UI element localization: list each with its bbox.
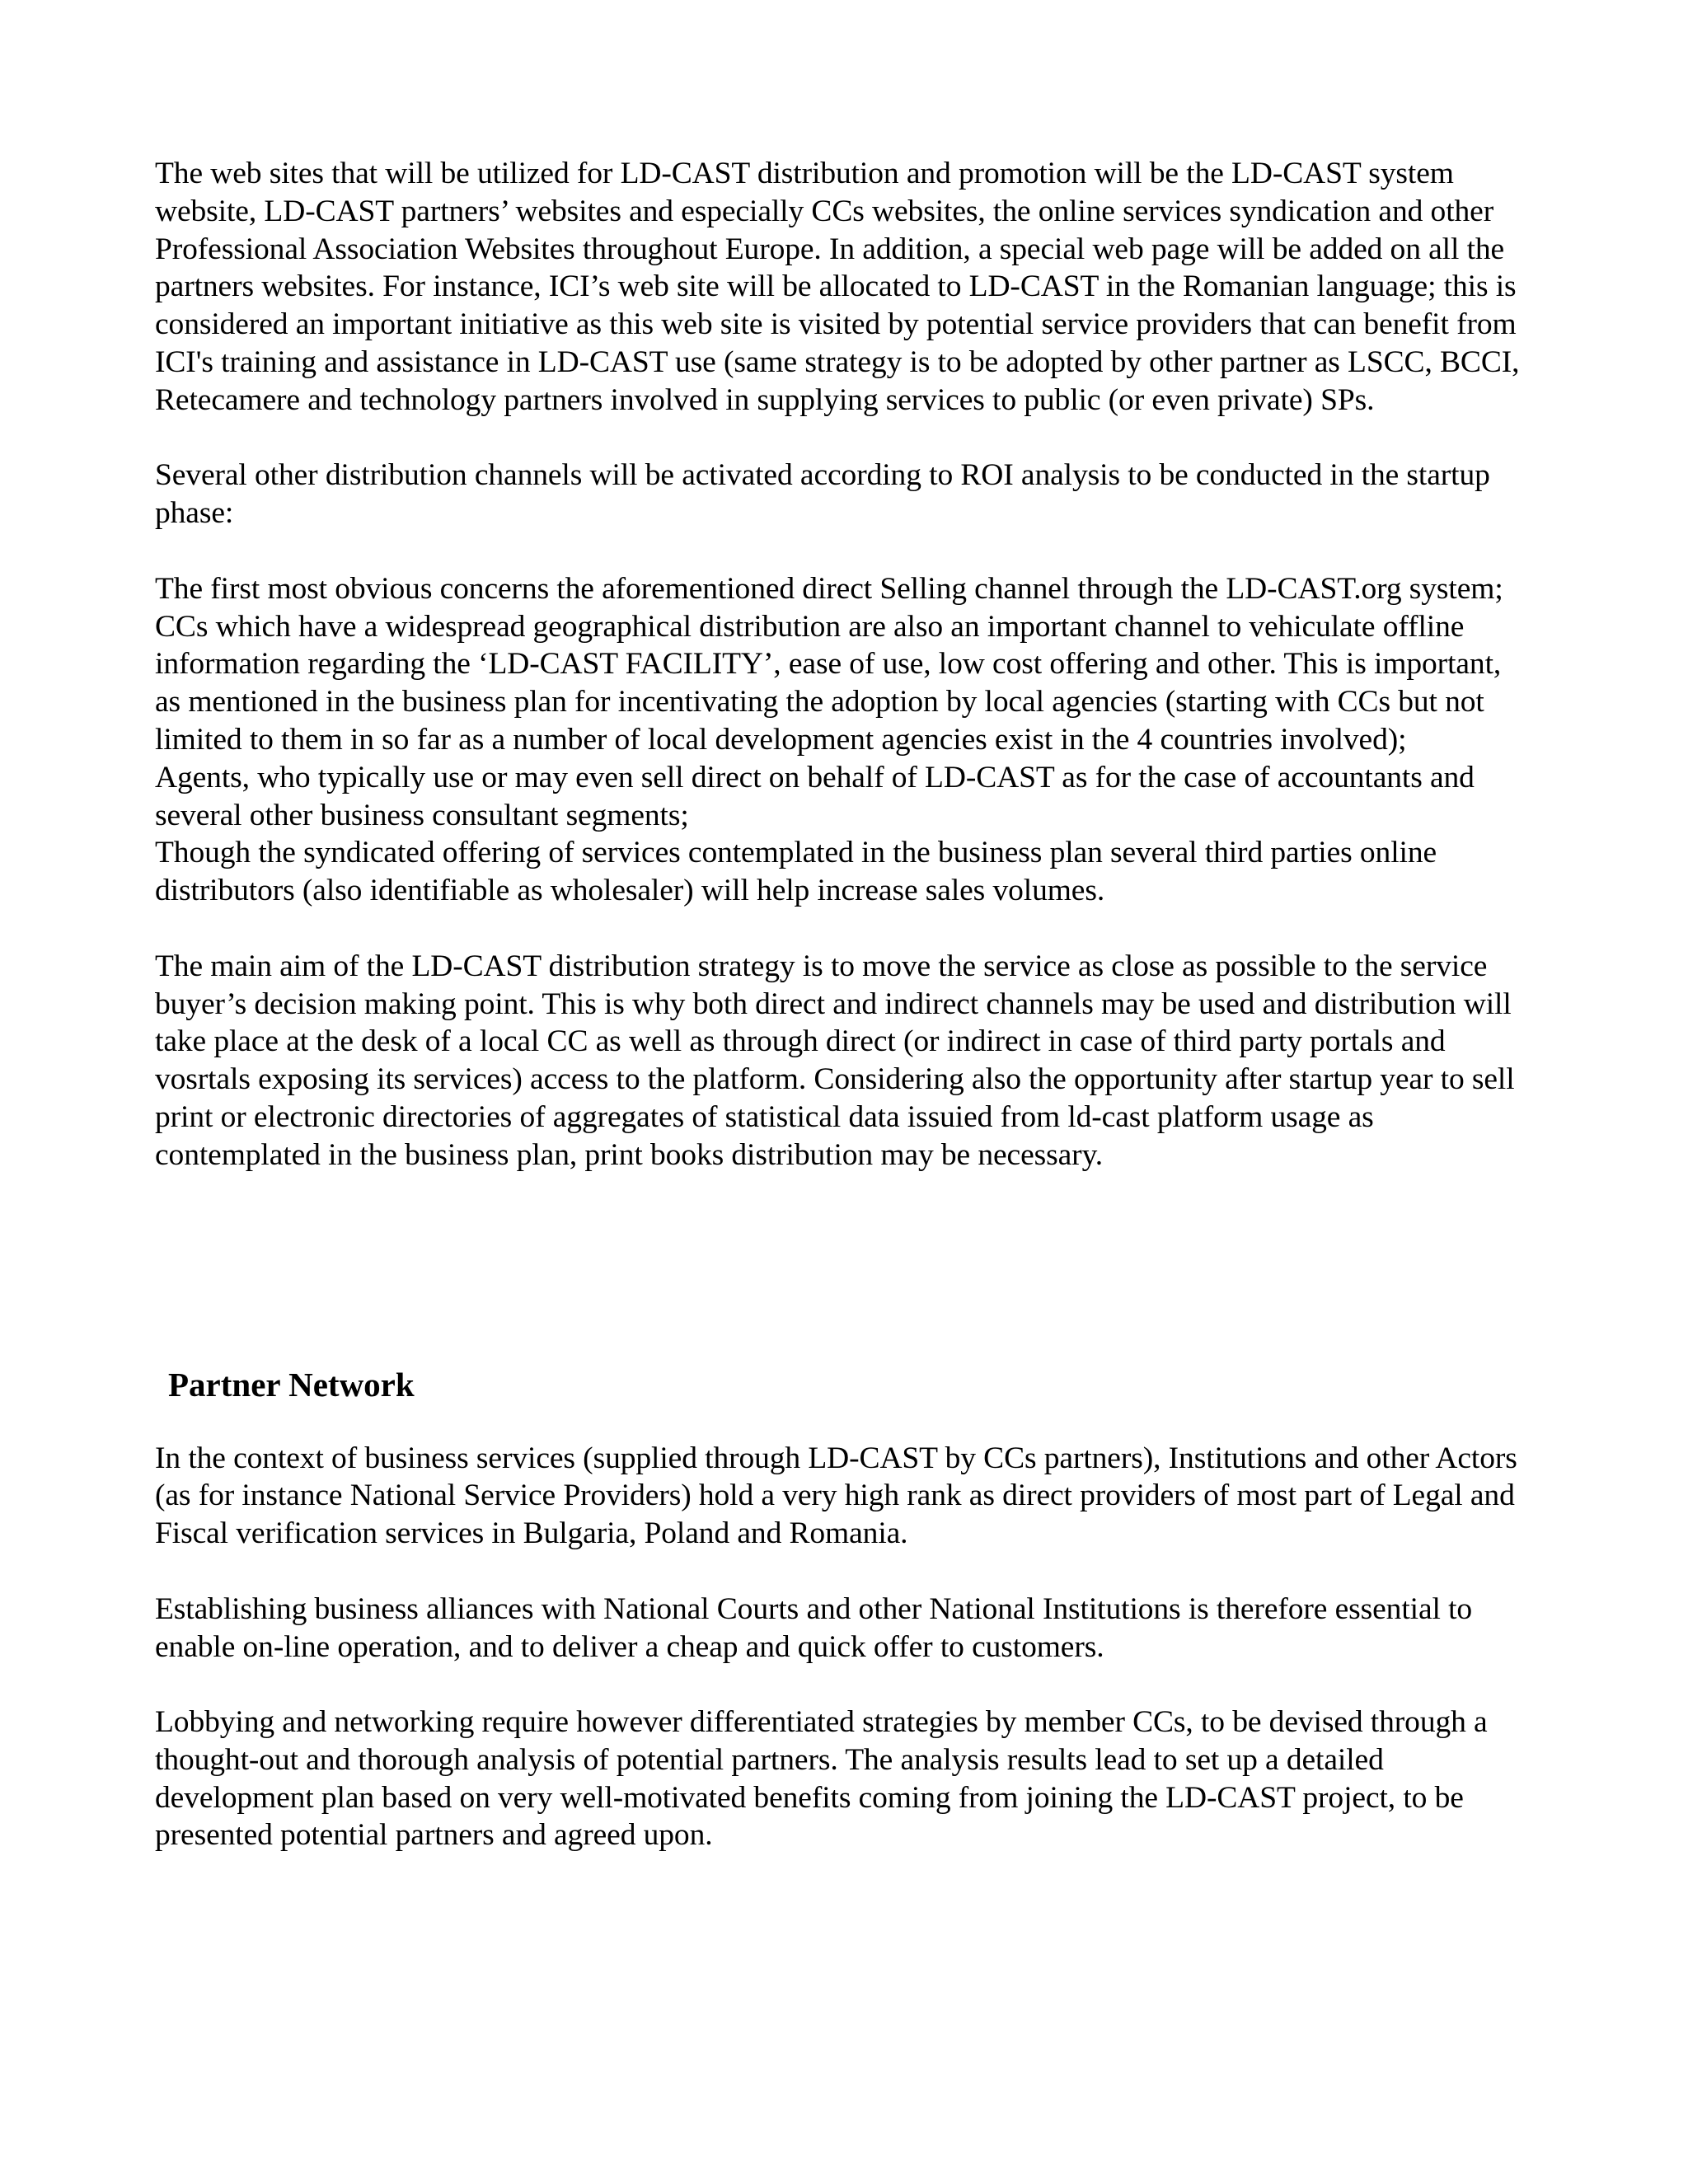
section-heading-partner-network: Partner Network [168,1365,415,1404]
channel-item-ccs: CCs which have a widespread geographical distribution are also an important channel to vehiculate offline information regarding the ‘LD-CAST FACILITY’, ease of use, low cost offering and other. This is important, as mentioned in the business plan for incentivating the adoption by local agencies (starting with CCs but not limited to them in so far as a number of local development agencies exist in the 4 countries involved); [155,609,1502,757]
paragraph-distribution-channels: Several other distribution channels will be activated according to ROI analysis to be conducted in the startup phase: [155,458,1490,531]
channel-item-direct-selling: The first most obvious concerns the aforementioned direct Selling channel through the LD-CAST.org system; [155,571,1503,606]
paragraph-gap [155,532,1533,570]
heading-gap [155,1405,1533,1440]
channel-list [155,570,1533,910]
section-gap [155,1174,1533,1364]
paragraph-lobbying: Lobbying and networking require however differentiated strategies by member CCs, to be devised through a thought-out and thorough analysis of potential partners. The analysis results lead to set up a detailed development plan based on very well-motivated benefits coming from joining the LD-CAST project, to be presented potential partners and agreed upon. [155,1705,1488,1853]
paragraph-gap [155,1553,1533,1591]
document-page [155,155,1533,1854]
channel-item-agents: Agents, who typically use or may even sell direct on behalf of LD-CAST as for the case of accountants and several other business consultant segments; [155,760,1475,832]
paragraph-gap [155,1666,1533,1704]
paragraph-web-sites: The web sites that will be utilized for LD-CAST distribution and promotion will be the LD-CAST system website, LD-CAST partners’ websites and especially CCs websites, the online services syndication and other Professional Association Websites throughout Europe. In addition, a special web page will be added on all the partners websites. For instance, ICI’s web site will be allocated to LD-CAST in the Romanian language; this is considered an important initiative as this web site is visited by potential service providers that can benefit from ICI's training and assistance in LD-CAST use (same strategy is to be adopted by other partner as LSCC, BCCI, Retecamere and technology partners involved in supplying services to public (or even private) SPs. [155,157,1520,417]
channel-item-syndicated: Though the syndicated offering of services contemplated in the business plan several third parties online distributors (also identifiable as wholesaler) will help increase sales volumes. [155,836,1437,908]
paragraph-business-alliances: Establishing business alliances with National Courts and other National Institutions is therefore essential to enable on-line operation, and to deliver a cheap and quick offer to customers. [155,1591,1473,1664]
paragraph-business-services: In the context of business services (supplied through LD-CAST by CCs partners), Institutions and other Actors (as for instance National Service Providers) hold a very high rank as direct providers of most part of Legal and Fiscal verification services in Bulgaria, Poland and Romania. [155,1441,1517,1551]
paragraph-gap [155,910,1533,948]
paragraph-gap [155,419,1533,457]
paragraph-main-aim: The main aim of the LD-CAST distribution strategy is to move the service as close as possible to the service buyer’s decision making point. This is why both direct and indirect channels may be used and distribution will take place at the desk of a local CC as well as through direct (or indirect in case of third party portals and vosrtals exposing its services) access to the platform. Considering also the opportunity after startup year to sell print or electronic directories of aggregates of statistical data issuied from ld-cast platform usage as contemplated in the business plan, print books distribution may be necessary. [155,949,1515,1172]
